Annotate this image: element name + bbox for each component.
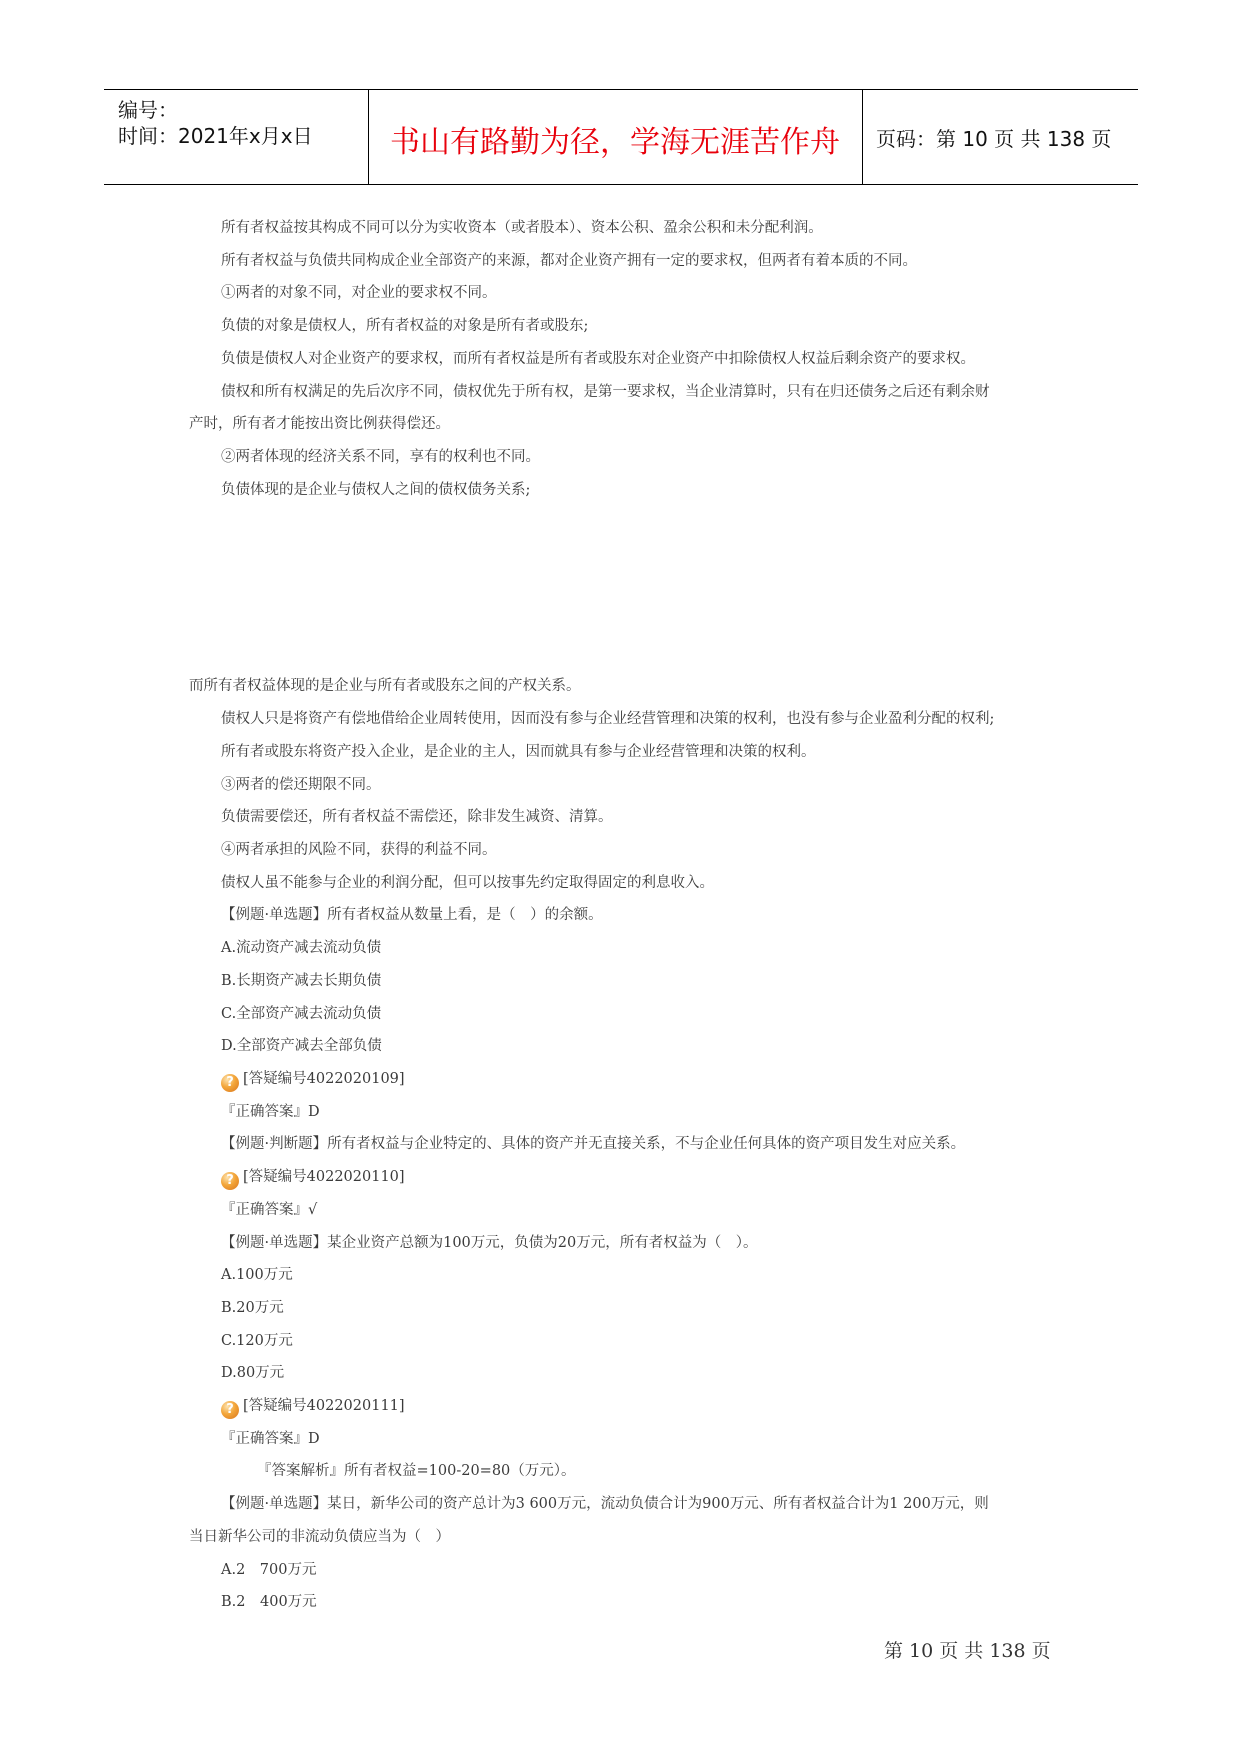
- question-3-answer: 『正确答案』D: [221, 1431, 320, 1447]
- question-mark-icon[interactable]: ?: [221, 1074, 239, 1092]
- question-1-option-d: D.全部资产减去全部负债: [221, 1038, 382, 1054]
- header-page-code: 页码：第 10 页 共 138 页: [876, 127, 1112, 151]
- paragraph: 负债是债权人对企业资产的要求权，而所有者权益是所有者或股东对企业资产中扣除债权人权益后剩余资产的要求权。: [221, 351, 975, 367]
- paragraph: 产时，所有者才能按出资比例获得偿还。: [189, 416, 450, 432]
- question-1-option-c: C.全部资产减去流动负债: [221, 1006, 382, 1022]
- paragraph: 债权和所有权满足的先后次序不同，债权优先于所有权，是第一要求权，当企业清算时，只有在归还债务之后还有剩余财: [221, 384, 990, 400]
- page-header: [104, 89, 1138, 185]
- question-3-stem: 【例题·单选题】某企业资产总额为100万元，负债为20万元，所有者权益为（ ）。: [221, 1235, 758, 1251]
- answer-reference-text: [答疑编号4022020110]: [243, 1169, 405, 1185]
- header-right-cell: [862, 90, 1138, 184]
- question-3-reference[interactable]: [221, 1396, 405, 1419]
- question-3-option-c: C.120万元: [221, 1333, 293, 1349]
- paragraph: ④两者承担的风险不同，获得的利益不同。: [221, 842, 497, 858]
- paragraph: 所有者权益与负债共同构成企业全部资产的来源，都对企业资产拥有一定的要求权，但两者有着本质的不同。: [221, 253, 917, 269]
- paragraph: 所有者或股东将资产投入企业，是企业的主人，因而就具有参与企业经营管理和决策的权利。: [221, 744, 816, 760]
- question-1-option-a: A.流动资产减去流动负债: [221, 940, 382, 956]
- question-1-reference[interactable]: [221, 1069, 405, 1092]
- document-time-label: 时间：2021年x月x日: [118, 124, 313, 148]
- question-2-stem: 【例题·判断题】所有者权益与企业特定的、具体的资产并无直接关系，不与企业任何具体的资产项目发生对应关系。: [221, 1136, 966, 1152]
- page-footer: 第 10 页 共 138 页: [884, 1640, 1051, 1662]
- answer-reference-text: [答疑编号4022020109]: [243, 1071, 405, 1087]
- question-4-option-b: B.2 400万元: [221, 1594, 317, 1610]
- question-1-option-b: B.长期资产减去长期负债: [221, 973, 382, 989]
- paragraph: 所有者权益按其构成不同可以分为实收资本（或者股本）、资本公积、盈余公积和未分配利润。: [221, 220, 823, 236]
- question-1-answer: 『正确答案』D: [221, 1104, 320, 1120]
- header-motto-cell: [368, 90, 863, 184]
- header-left-cell: [104, 90, 369, 184]
- document-number-label: 编号：: [118, 98, 178, 122]
- question-3-option-d: D.80万元: [221, 1365, 285, 1381]
- question-4-option-a: A.2 700万元: [221, 1562, 317, 1578]
- paragraph: 而所有者权益体现的是企业与所有者或股东之间的产权关系。: [189, 678, 581, 694]
- paragraph: 债权人虽不能参与企业的利润分配，但可以按事先约定取得固定的利息收入。: [221, 875, 714, 891]
- paragraph: 负债需要偿还，所有者权益不需偿还，除非发生减资、清算。: [221, 809, 613, 825]
- question-4-stem-line-2: 当日新华公司的非流动负债应当为（ ）: [189, 1529, 450, 1545]
- question-mark-icon[interactable]: ?: [221, 1401, 239, 1419]
- paragraph: 负债体现的是企业与债权人之间的债权债务关系;: [221, 482, 531, 498]
- question-3-option-b: B.20万元: [221, 1300, 284, 1316]
- paragraph: ③两者的偿还期限不同。: [221, 777, 381, 793]
- header-motto: 书山有路勤为径，学海无涯苦作舟: [390, 125, 840, 160]
- paragraph: 负债的对象是债权人，所有者权益的对象是所有者或股东;: [221, 318, 589, 334]
- answer-reference-text: [答疑编号4022020111]: [243, 1398, 405, 1414]
- question-1-stem: 【例题·单选题】所有者权益从数量上看，是（ ）的余额。: [221, 907, 603, 923]
- question-2-reference[interactable]: [221, 1167, 405, 1190]
- question-4-stem-line-1: 【例题·单选题】某日，新华公司的资产总计为3 600万元，流动负债合计为900万元、所有者权益合计为1 200万元，则: [221, 1496, 989, 1512]
- question-2-answer: 『正确答案』√: [221, 1202, 318, 1218]
- question-mark-icon[interactable]: ?: [221, 1172, 239, 1190]
- paragraph: ①两者的对象不同，对企业的要求权不同。: [221, 285, 497, 301]
- question-3-option-a: A.100万元: [221, 1267, 293, 1283]
- question-3-explanation: 『答案解析』所有者权益=100-20=80（万元）。: [257, 1463, 576, 1479]
- paragraph: ②两者体现的经济关系不同，享有的权利也不同。: [221, 449, 540, 465]
- paragraph: 债权人只是将资产有偿地借给企业周转使用，因而没有参与企业经营管理和决策的权利，也没有参与企业盈利分配的权利;: [221, 711, 995, 727]
